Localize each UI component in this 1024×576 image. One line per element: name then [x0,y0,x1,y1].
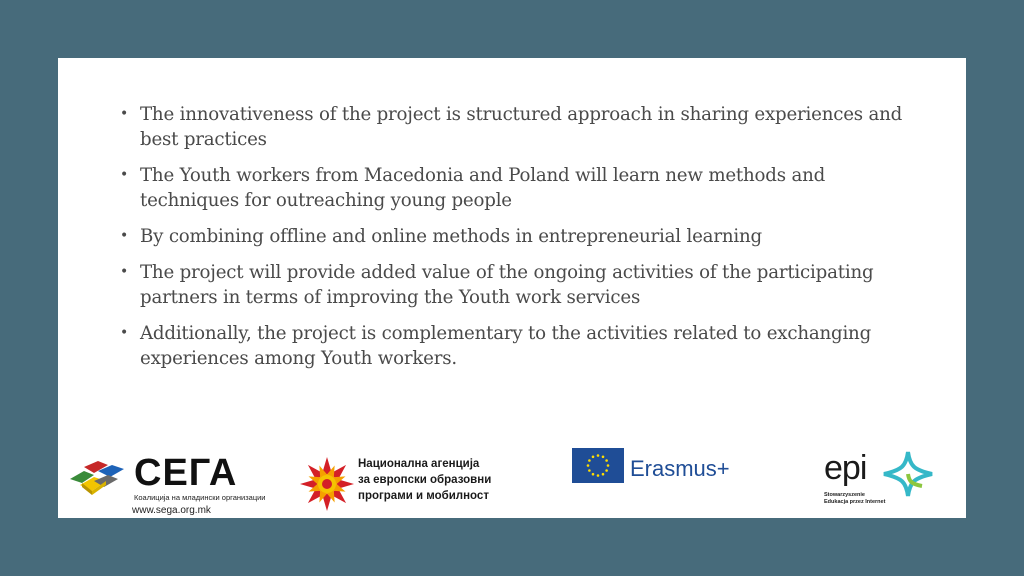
agency-line-3: програми и мобилност [358,490,489,502]
epi-line-2: Edukacja przez Internet [824,499,886,505]
bullet-list [118,102,918,382]
eu-flag-icon [572,448,624,483]
sun-icon [298,454,356,512]
bullet-dot: • [120,264,129,280]
bullet-text: By combining offline and online methods in entrepreneurial learning [140,226,762,247]
bullet-text: The Youth workers from Macedonia and Poland will learn new methods and techniques for outreaching young people [140,165,826,211]
bullet-text: The project will provide added value of the ongoing activities of the participating partners in terms of improving the Youth work services [140,262,874,308]
star-icon [878,450,936,498]
bullet-dot: • [120,106,129,122]
puzzle-icon [68,457,130,497]
bullet-item [118,260,918,310]
sega-wordmark: СЕГА [134,452,238,494]
erasmus-wordmark: Erasmus+ [630,456,730,481]
national-agency-logo [298,454,513,516]
bullet-dot: • [120,228,129,244]
epi-logo [824,448,944,516]
bullet-item [118,102,918,152]
epi-subtitle [824,492,885,506]
epi-line-1: Stowarzyszenie [824,492,865,498]
bullet-text: The innovativeness of the project is structured approach in sharing experiences and best practices [140,104,903,150]
slide-panel [58,58,966,518]
bullet-item [118,163,918,213]
sega-subtitle: Коалиција на младински организации [134,493,266,502]
bullet-dot: • [120,325,129,341]
national-agency-name [358,456,491,504]
sega-logo [68,453,268,517]
partner-logos [58,440,966,518]
bullet-item [118,224,918,249]
erasmus-logo [570,448,750,488]
agency-line-2: за европски образовни [358,474,492,486]
bullet-item [118,321,918,371]
bullet-dot: • [120,167,129,183]
sega-url: www.sega.org.mk [132,505,211,516]
agency-line-1: Национална агенција [358,458,480,470]
epi-wordmark: epi [824,449,867,487]
bullet-text: Additionally, the project is complementary to the activities related to exchanging experiences among Youth workers. [140,323,872,369]
